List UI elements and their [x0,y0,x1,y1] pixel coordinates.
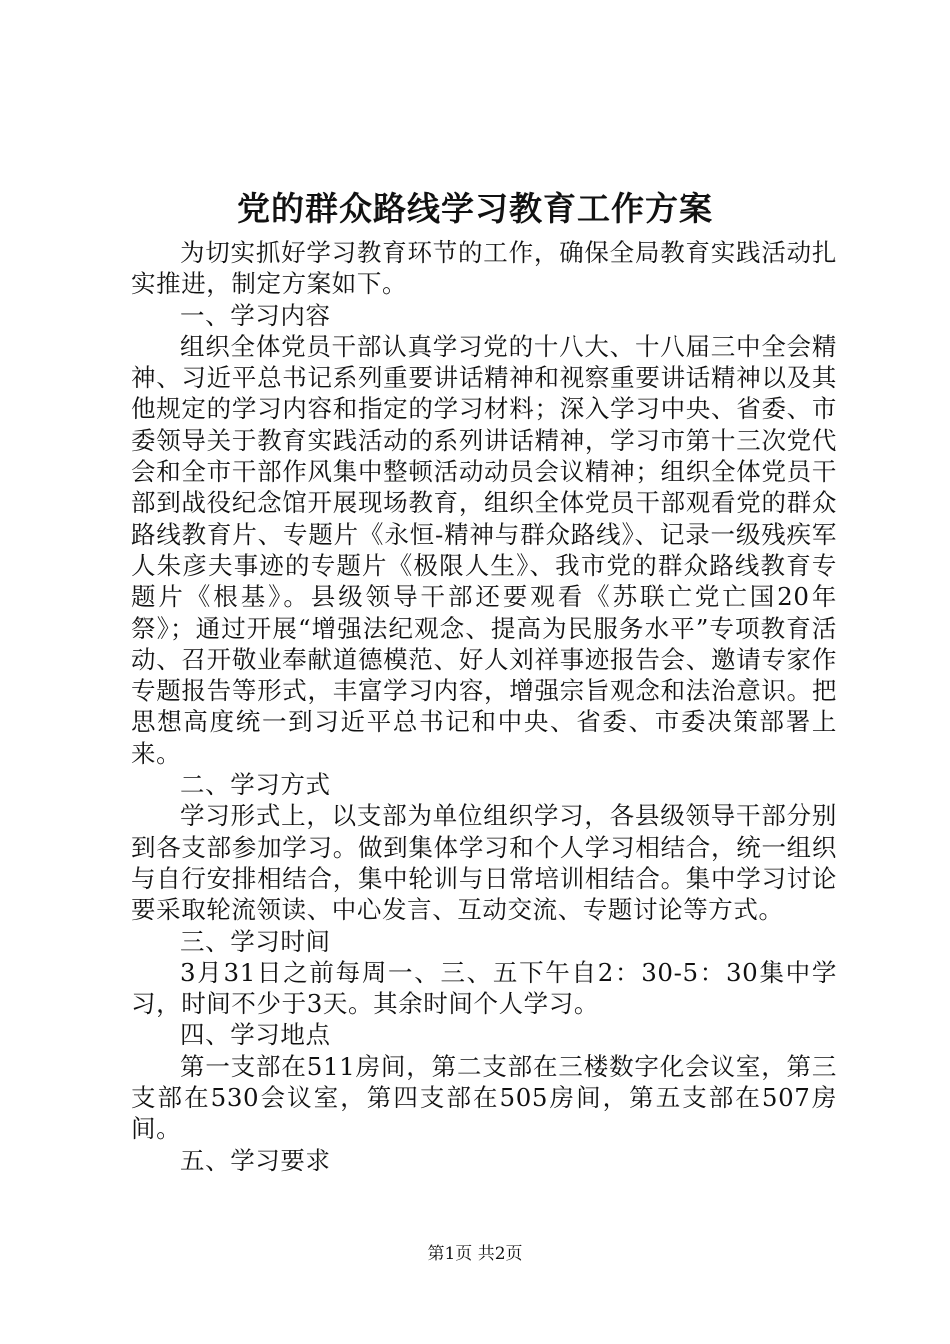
section-heading-time: 三、学习时间 [180,926,331,956]
section-text-content: 组织全体党员干部认真学习党的十八大、十八届三中全会精神、习近平总书记系列重要讲话精神和视察重要讲话精神以及其他规定的学习内容和指定的学习材料；深入学习中央、省委、市委领导关于教育实践活动的系列讲话精神，学习市第十三次党代会和全市干部作风集中整顿活动动员会议精神；组织全体党员干部到战役纪念馆开展现场教育，组织全体党员干部观看党的群众路线教育片、专题片《永恒-精神与群众路线》、记录一级残疾军人朱彦夫事迹的专题片《极限人生》、我市党的群众路线教育专题片《根基》。县级领导干部还要观看《苏联亡党亡国20年祭》；通过开展“增强法纪观念、提高为民服务水平”专项教育活动、召开敬业奉献道德模范、好人刘祥事迹报告会、邀请专家作专题报告等形式，丰富学习内容，增强宗旨观念和法治意识。把思想高度统一到习近平总书记和中央、省委、市委决策部署上来。 [131,331,837,768]
section-text-method: 学习形式上，以支部为单位组织学习，各县级领导干部分别到各支部参加学习。做到集体学习和个人学习相结合，统一组织与自行安排相结合，集中轮训与日常培训相结合。集中学习讨论要采取轮流领读、中心发言、互动交流、专题讨论等方式。 [131,801,837,925]
section-text-location: 第一支部在511房间，第二支部在三楼数字化会议室，第三支部在530会议室，第四支部在505房间，第五支部在507房间。 [131,1051,837,1144]
document-body [131,237,837,1176]
section-text-time: 3月31日之前每周一、三、五下午自2：30-5：30集中学习，时间不少于3天。其余时间个人学习。 [131,957,837,1019]
page-number-footer: 第1页 共2页 [427,1244,523,1264]
document-title: 党的群众路线学习教育工作方案 [237,189,713,228]
section-heading-content: 一、学习内容 [180,300,331,330]
section-heading-location: 四、学习地点 [180,1020,331,1050]
section-heading-method: 二、学习方式 [180,770,331,800]
intro-paragraph: 为切实抓好学习教育环节的工作，确保全局教育实践活动扎实推进，制定方案如下。 [131,238,837,299]
section-heading-requirements: 五、学习要求 [180,1145,331,1175]
